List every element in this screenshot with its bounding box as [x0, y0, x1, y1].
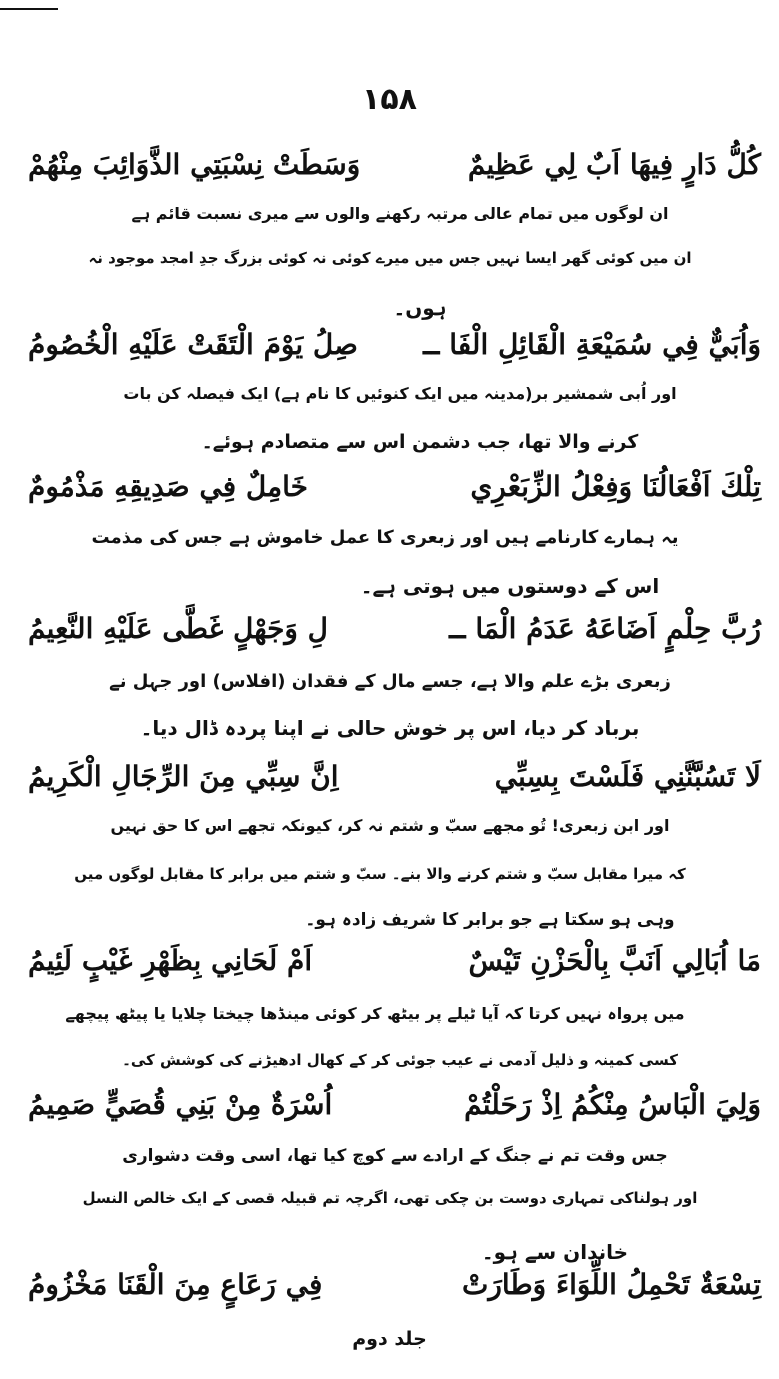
translation-line: کہ میرا مقابل سبّ و شتم کرنے والا بنے۔ سبّ و شتم میں برابر کا مقابل لوگوں میں: [74, 865, 686, 883]
verse-line: [28, 462, 761, 510]
translation-line: اور اُبی شمشیر بر(مدینہ میں ایک کنوئیں کا نام ہے) ایک فیصلہ کن بات: [123, 384, 677, 403]
translation-line: ہوں۔: [393, 296, 447, 320]
verse-hemistich: صِلُ يَوْمَ الْتَقَتْ عَلَيْهِ الْخُصُومُ: [28, 327, 358, 361]
verse-hemistich: تِلْكَ اَفْعَالُنَا وَفِعْلُ الزِّبَعْرِي: [470, 469, 761, 503]
verse-line: [28, 604, 761, 652]
translation-line: یہ ہمارے کارنامے ہیں اور زبعری کا عمل خاموش ہے جس کی مذمت: [91, 527, 679, 548]
translation-line: زبعری بڑے علم والا ہے، جسے مال کے فقدان (افلاس) اور جہل نے: [109, 671, 671, 692]
verse-hemistich: وَاُبَيٌّ فِي سُمَيْعَةِ الْقَائِلِ الْفَا ــ: [423, 327, 761, 361]
verse-hemistich: كُلُّ دَارٍ فِيهَا اَبٌ لِي عَظِيمٌ: [467, 147, 761, 181]
verse-hemistich: خَامِلٌ فِي صَدِيقِهِ مَذْمُومٌ: [28, 469, 308, 503]
translation-line: کسی کمینہ و ذلیل آدمی نے عیب جوئی کر کے کھال ادھیڑنے کی کوشش کی۔: [122, 1051, 678, 1069]
translation-line: ان میں کوئی گھر ایسا نہیں جس میں میرے کوئی نہ کوئی بزرگ جدِ امجد موجود نہ: [88, 249, 692, 267]
top-rule: [0, 8, 58, 10]
verse-hemistich: رُبَّ حِلْمٍ اَضَاعَهُ عَدَمُ الْمَا ــ: [449, 611, 761, 645]
translation-line: خاندان سے ہو۔: [481, 1240, 629, 1264]
verse-hemistich: مَا اُبَالِي اَنَبَّ بِالْحَزْنِ تَيْسٌ: [468, 943, 761, 977]
verse-line: [28, 936, 761, 984]
verse-hemistich: اَمْ لَحَانِي بِظَهْرِ غَيْبٍ لَئِيمُ: [28, 943, 313, 977]
verse-hemistich: لَا تَسُبَّنَّنِي فَلَسْتَ بِسِبِّي: [494, 759, 761, 793]
translation-line: کرنے والا تھا، جب دشمن اس سے متصادم ہوئے۔: [201, 431, 639, 453]
translation-line: ان لوگوں میں تمام عالی مرتبہ رکھنے والوں سے میری نسبت قائم ہے: [131, 204, 669, 223]
translation-line: اور ابن زبعری! تُو مجھے سبّ و شتم نہ کر، کیونکہ تجھے اس کا حق نہیں: [110, 816, 670, 835]
verse-hemistich: لِ وَجَهْلٍ غَطَّى عَلَيْهِ النَّعِيمُ: [28, 611, 329, 645]
translation-line: اس کے دوستوں میں ہوتی ہے۔: [360, 574, 660, 598]
verse-line: [28, 140, 761, 188]
verse-hemistich: اُسْرَةٌ مِنْ بَنِي قُصَيٍّ صَمِيمُ: [28, 1087, 333, 1121]
verse-hemistich: تِسْعَةٌ تَحْمِلُ اللِّوَاءَ وَطَارَتْ: [461, 1267, 761, 1301]
translation-line: میں پرواہ نہیں کرتا کہ آیا ٹیلے پر بیٹھ کر کوئی مینڈھا چیختا چلایا یا پیٹھ پیچھے: [65, 1004, 685, 1023]
verse-hemistich: اِنَّ سِبِّي مِنَ الرِّجَالِ الْكَرِيمُ: [28, 759, 339, 793]
page-number: ۱۵۸: [362, 82, 417, 117]
verse-hemistich: وَسَطَتْ نِسْبَتِي الذَّوَائِبَ مِنْهُمْ: [28, 147, 361, 181]
verse-hemistich: فِي رَعَاعٍ مِنَ الْقَنَا مَخْزُومُ: [28, 1267, 323, 1301]
verse-line: [28, 752, 761, 800]
verse-line: [28, 1260, 761, 1308]
translation-line: اور ہولناکی تمہاری دوست بن چکی تھی، اگرچہ تم قبیلہ قصی کے ایک خالص النسل: [82, 1189, 698, 1207]
translation-line: برباد کر دیا، اس پر خوش حالی نے اپنا پردہ ڈال دیا۔: [140, 716, 640, 740]
translation-line: جس وقت تم نے جنگ کے ارادے سے کوچ کیا تھا، اسی وقت دشواری: [122, 1146, 668, 1166]
translation-line: وہی ہو سکتا ہے جو برابر کا شریف زادہ ہو۔: [305, 910, 675, 930]
volume-footer: جلد دوم: [352, 1328, 427, 1350]
verse-line: [28, 320, 761, 368]
verse-line: [28, 1080, 761, 1128]
verse-hemistich: وَلِيَ الْبَاسُ مِنْكُمُ اِذْ رَحَلْتُمْ: [464, 1087, 761, 1121]
